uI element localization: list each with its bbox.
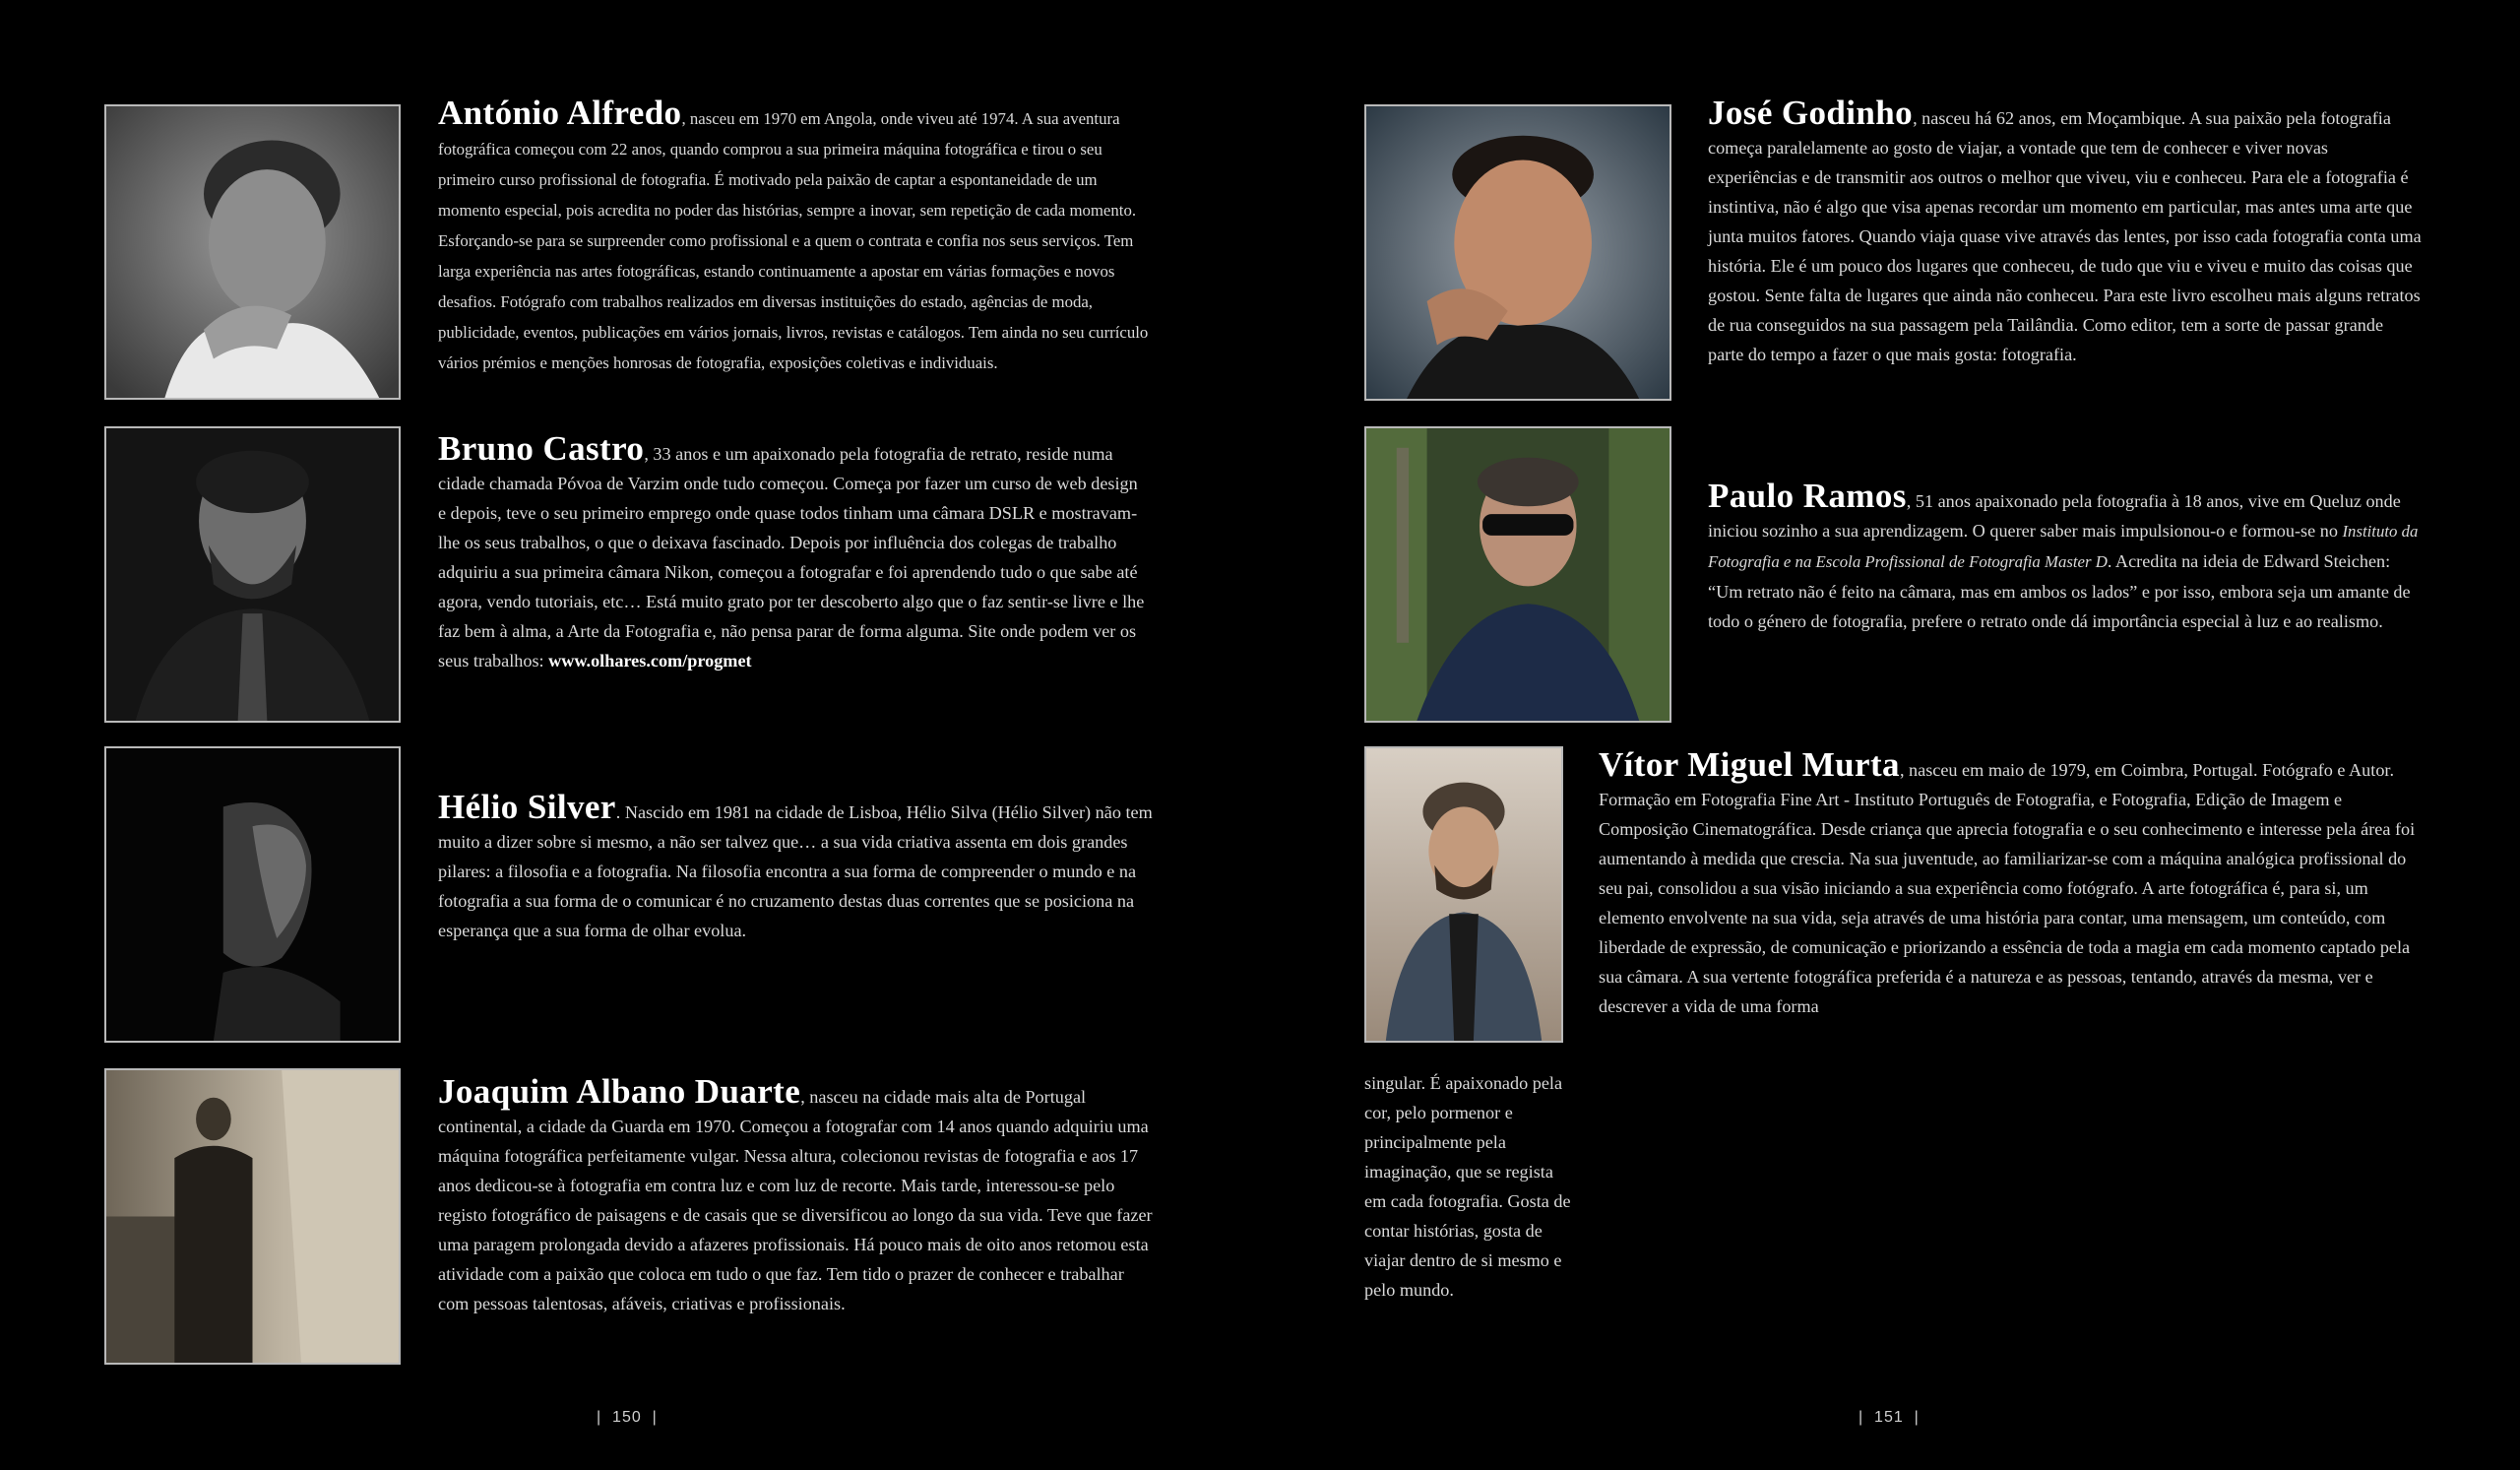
photo-antonio-alfredo xyxy=(104,104,401,400)
photo-helio-silver xyxy=(104,746,401,1043)
bio-text: , nasceu na cidade mais alta de Portugal continental, a cidade da Guarda em 1970. Começou a fotografar com 14 anos quando adquiriu uma máquina fotográfica perfeitamente vulgar. Nessa altura, colecionou revistas de fotografia e aos 17 anos dedicou-se à fotografia em contra luz e com luz de recorte. Mais tarde, interessou-se pelo registo fotográfico de paisagens e de casais que se diversificou ao longo da sua vida. Teve que fazer uma paragem prolongada devido a afazeres profissionais. Há pouco mais de oito anos retomou esta atividade com a paixão que coloca em tudo o que faz. Tem tido o prazer de conhecer e trabalhar com pessoas talentosas, afáveis, criativas e profissionais. xyxy=(438,1087,1153,1313)
bio-jose-godinho xyxy=(1708,94,2422,369)
bio-text: , nasceu em maio de 1979, em Coimbra, Portugal. Fotógrafo e Autor. Formação em Fotografia Fine Art - Instituto Português de Fotografia, e Fotografia, Edição de Imagem e Composição Cinematográfica. Desde criança que aprecia fotografia e o seu conhecimento e interesse pela área foi aumentando à medida que crescia. Na sua juventude, ao familiarizar-se com a máquina analógica profissional do seu pai, consolidou a sua visão iniciando a sua experiência como fotógrafo. A arte fotográfica é, para si, um elemento envolvente na sua vida, seja através de uma história para contar, uma mensagem, um conteúdo, com liberdade de expressão, de comunicação e priorizando a essência de toda a magia em cada momento captado pela sua câmara. A sua vertente fotográfica preferida é a natureza e as pessoas, tentando, através da mesma, ver e descrever a vida de uma forma xyxy=(1599,760,2416,1016)
bio-text: . Nascido em 1981 na cidade de Lisboa, Hélio Silva (Hélio Silver) não tem muito a dizer sobre si mesmo, a não ser talvez que… a sua vida criativa assenta em dois grandes pilares: a filosofia e a fotografia. Na filosofia encontra a sua forma de compreender o mundo e na fotografia a sua forma de o comunicar é no cruzamento destas duas correntes que se posiciona na esperança que a sua forma de olhar evolua. xyxy=(438,802,1153,940)
photographer-name: José Godinho xyxy=(1708,94,1914,132)
bio-antonio-alfredo xyxy=(438,94,1155,378)
page-number-right: | 151 | xyxy=(1858,1409,1920,1426)
photographer-name: Paulo Ramos xyxy=(1708,477,1907,515)
bio-text: , nasceu em 1970 em Angola, onde viveu até 1974. A sua aventura fotográfica começou com 22 anos, quando comprou a sua primeira máquina fotográfica e tirou o seu primeiro curso profissional de fotografia. É motivado pela paixão de captar a espontaneidade de um momento especial, pois acredita no poder das histórias, sempre a inovar, sem repetição de cada momento. Esforçando-se para se surpreender como profissional e a quem o contrata e confia nos seus serviços. Tem larga experiência nas artes fotográficas, estando continuamente a apostar em várias formações e novos desafios. Fotógrafo com trabalhos realizados em diversas instituições do estado, agências de moda, publicidade, eventos, publicações em vários jornais, livros, revistas e catálogos. Tem ainda no seu currículo vários prémios e menções honrosas de fotografia, exposições coletivas e individuais. xyxy=(438,109,1149,372)
bio-joaquim-albano-duarte xyxy=(438,1072,1155,1318)
photo-paulo-ramos xyxy=(1364,426,1671,723)
page-number: 151 xyxy=(1874,1409,1904,1426)
bio-text: , 33 anos e um apaixonado pela fotografia de retrato, reside numa cidade chamada Póvoa de Varzim onde tudo começou. Começa por fazer um curso de web design e depois, teve o seu primeiro emprego onde quase todos tinham uma câmara DSLR e mostravam-lhe os seus trabalhos, o que o deixava fascinado. Depois por influência dos colegas de trabalho adquiriu a sua primeira câmara Nikon, começou a fotografar e foi aprendendo tudo o que sabe até agora, vendo tutoriais, etc… Está muito grato por ter descoberto algo que o faz sentir-se livre e lhe faz bem à alma, a Arte da Fotografia e, não pensa parar de forma alguma. Site onde podem ver os seus trabalhos: xyxy=(438,444,1145,671)
photo-jose-godinho xyxy=(1364,104,1671,401)
photo-bruno-castro xyxy=(104,426,401,723)
bio-bruno-castro xyxy=(438,429,1147,675)
website-link[interactable]: www.olhares.com/progmet xyxy=(548,651,752,671)
bio-text: , 51 anos apaixonado pela fotografia à 18 anos, vive em Queluz onde iniciou sozinho a sua aprendizagem. O querer saber mais impulsionou-o e formou-se no xyxy=(1708,491,2401,541)
bio-vitor-miguel-murta-continued xyxy=(1364,1068,1579,1305)
page-number-left: | 150 | xyxy=(597,1409,658,1426)
photographer-name: Bruno Castro xyxy=(438,429,645,468)
bio-text: , nasceu há 62 anos, em Moçambique. A sua paixão pela fotografia começa paralelamente ao gosto de viajar, a vontade que tem de conhecer e viver novas experiências e de transmitir aos outros o melhor que viveu, viu e conheceu. Para ele a fotografia é instintiva, não é algo que visa apenas recordar um momento em particular, mas antes uma arte que junta muitos fatores. Quando viaja quase vive através das lentes, por isso cada fotografia conta uma história. Ele é um pouco dos lugares que conheceu, de tudo que viu e viveu e muito das coisas que gostou. Sente falta de lugares que ainda não conheceu. Para este livro escolheu mais alguns retratos de rua conseguidos na sua passagem pela Tailândia. Como editor, tem a sorte de passar grande parte do tempo a fazer o que mais gosta: fotografia. xyxy=(1708,108,2422,364)
photographer-name: Joaquim Albano Duarte xyxy=(438,1072,801,1111)
bio-helio-silver xyxy=(438,788,1157,945)
photographer-name: Vítor Miguel Murta xyxy=(1599,745,1900,784)
bio-text-italic: Instituto da Fotografia e na Escola Profissional de Fotografia Master D xyxy=(1708,522,2419,571)
bio-text-continued: singular. É apaixonado pela cor, pelo pormenor e principalmente pela imaginação, que se regista em cada fotografia. Gosta de contar histórias, gosta de viajar dentro de si mesmo e pelo mundo. xyxy=(1364,1073,1571,1300)
photographer-name: António Alfredo xyxy=(438,94,682,132)
page-number: 150 xyxy=(612,1409,642,1426)
bio-vitor-miguel-murta xyxy=(1599,745,2424,1021)
photo-vitor-miguel-murta xyxy=(1364,746,1563,1043)
bio-text: . Acredita na ideia de Edward Steichen: “Um retrato não é feito na câmara, mas em ambos os lados” e por isso, embora seja um amante de todo o género de fotografia, prefere o retrato onde dá importância especial à luz e ao realismo. xyxy=(1708,551,2411,631)
bio-paulo-ramos xyxy=(1708,477,2425,636)
photo-joaquim-albano-duarte xyxy=(104,1068,401,1365)
photographer-name: Hélio Silver xyxy=(438,788,616,826)
